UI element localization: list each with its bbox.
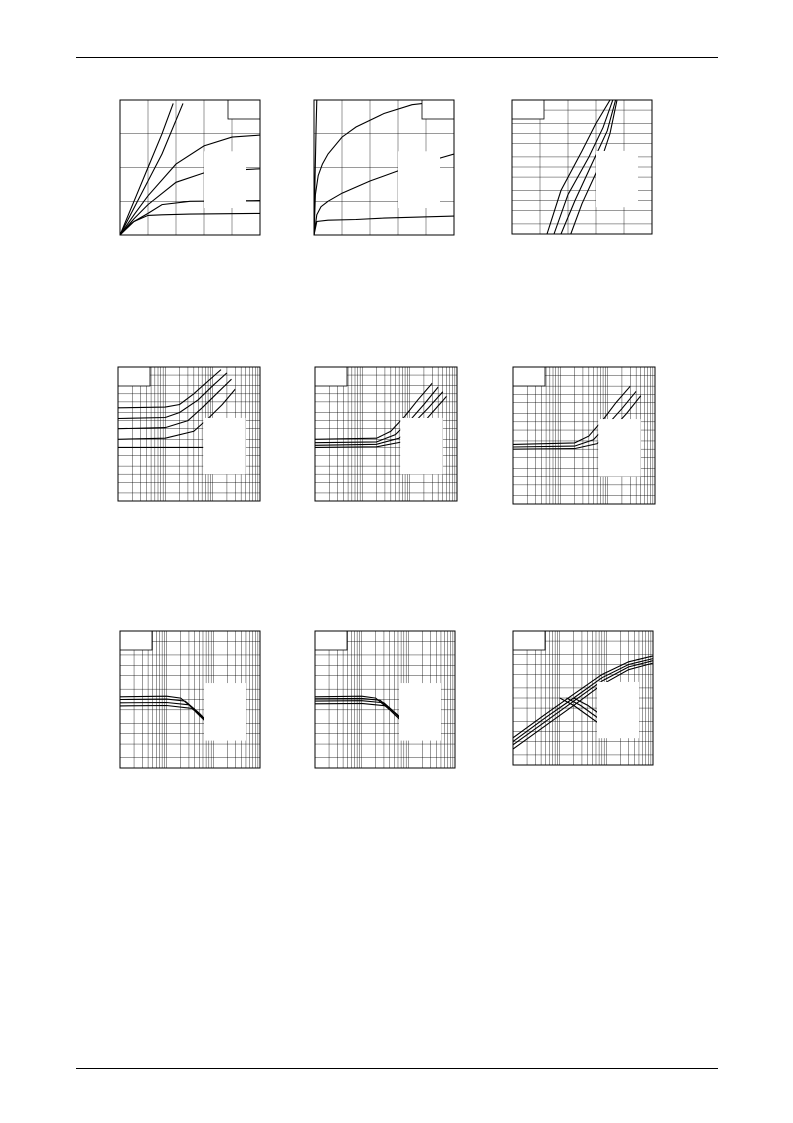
series-line-3: [120, 703, 217, 733]
chart-2-label-box: [422, 100, 454, 119]
chart-6: [513, 367, 655, 504]
chart-7: [120, 631, 260, 768]
annotation-panel: [204, 151, 246, 208]
title-box: [120, 631, 152, 650]
chart-3: [512, 100, 652, 234]
chart-7-label-box: [120, 631, 152, 650]
chart-2: [314, 100, 454, 235]
title-box: [228, 100, 260, 119]
series-line-4: [314, 216, 454, 235]
chart-8-label-box: [315, 631, 347, 650]
chart-6-label-box: [513, 367, 545, 386]
chart-4: [118, 367, 260, 501]
chart-1-label-box: [228, 100, 260, 119]
chart-9: [513, 631, 653, 765]
chart-5: [315, 367, 457, 501]
chart-5-label-box: [315, 367, 347, 386]
annotation-panel: [399, 683, 441, 741]
annotation-panel: [597, 682, 639, 738]
chart-4-label-box: [118, 367, 150, 386]
chart-8: [315, 631, 455, 768]
title-box: [513, 367, 545, 386]
title-box: [315, 631, 347, 650]
chart-1: [120, 100, 260, 235]
title-box: [315, 367, 347, 386]
annotation-panel: [596, 151, 638, 207]
annotation-panel: [598, 419, 641, 477]
annotation-panel: [400, 418, 443, 474]
chart-3-label-box: [512, 100, 544, 119]
annotation-panel: [398, 151, 440, 208]
title-box: [512, 100, 544, 119]
series-line-6: [120, 213, 260, 235]
title-box: [118, 367, 150, 386]
title-box: [513, 631, 545, 650]
annotation-panel: [203, 418, 246, 474]
annotation-panel: [204, 683, 246, 741]
footer-rule: [76, 1068, 718, 1069]
chart-9-label-box: [513, 631, 545, 650]
title-box: [422, 100, 454, 119]
